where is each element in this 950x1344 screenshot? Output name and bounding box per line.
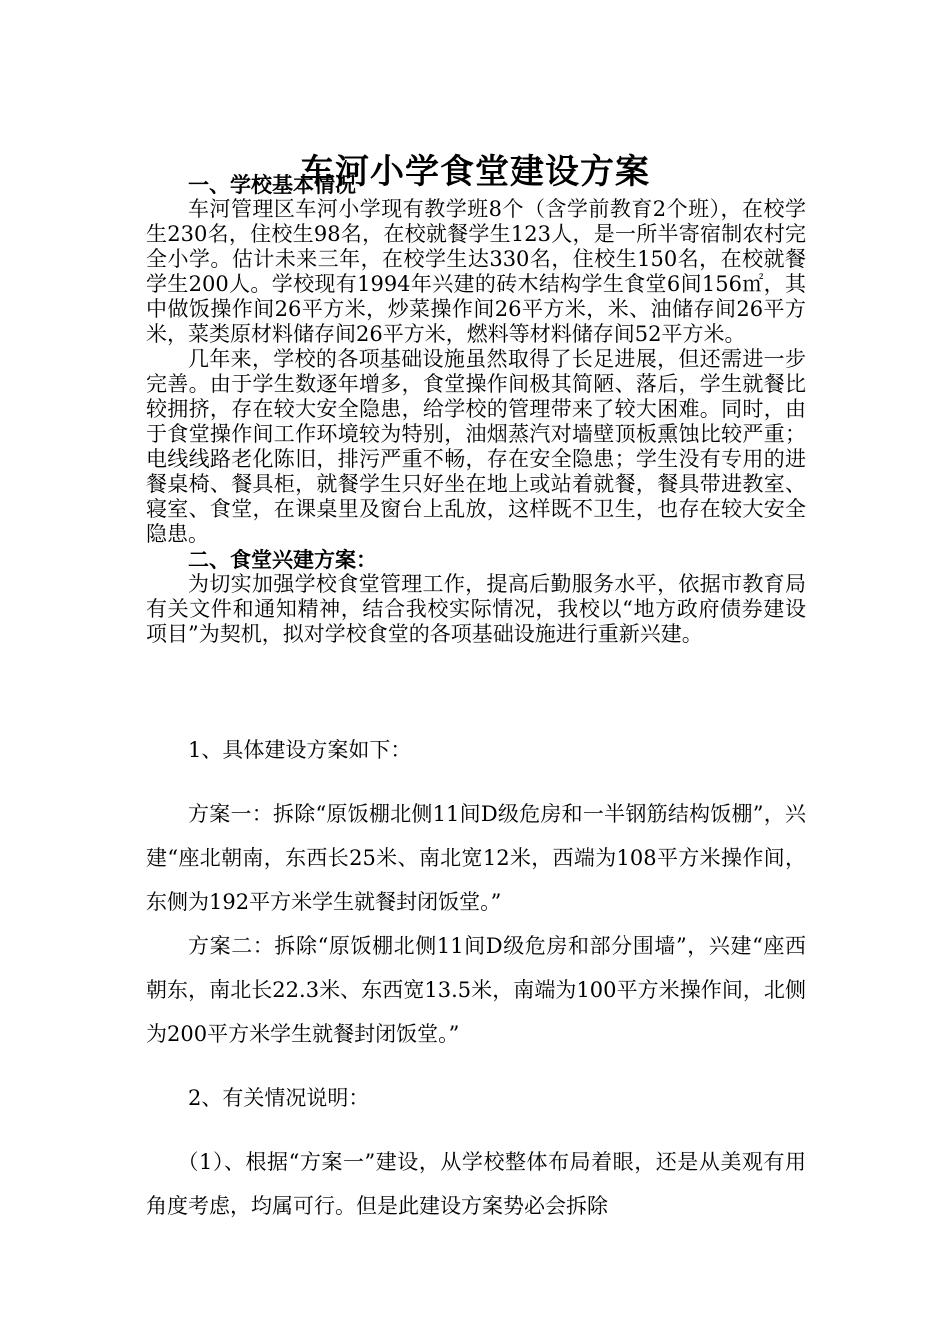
subheading-plan-details: 1、具体建设方案如下： [188, 738, 412, 762]
section-heading-construction-plan: 二、食堂兴建方案： [188, 547, 377, 572]
paragraph-school-overview: 车河管理区车河小学现有教学班8个（含学前教育2个班），在校学生230名，住校生98名，在校就餐学生123人，是一所半寄宿制农村完全小学。估计未来三年，在校学生达330名，住校生150名，在校就餐学生200人。学校现有1994年兴建的砖木结构学生食堂6间156㎡，其中做饭操作间26平方米，炒菜操作间26平方米，米、油储存间26平方米，菜类原材料储存间26平方米，燃料等材料储存间52平方米。 [146, 197, 806, 346]
document-body-upper [146, 172, 806, 647]
paragraph-note-one: （1）、根据“方案一”建设，从学校整体布局着眼，还是从美观有用角度考虑，均属可行。但是此建设方案势必会拆除 [146, 1150, 806, 1218]
section-heading-basic-info: 一、学校基本情况 [188, 172, 356, 197]
paragraph-current-problems: 几年来，学校的各项基础设施虽然取得了长足进展，但还需进一步完善。由于学生数逐年增多，食堂操作间极其简陋、落后，学生就餐比较拥挤，存在较大安全隐患，给学校的管理带来了较大困难。同时，由于食堂操作间工作环境较为特别，油烟蒸汽对墙壁顶板熏蚀比较严重；电线线路老化陈旧，排污严重不畅，存在安全隐患；学生没有专用的进餐桌椅、餐具柜，就餐学生只好坐在地上或站着就餐，餐具带进教室、寝室、食堂，在课桌里及窗台上乱放，这样既不卫生，也存在较大安全隐患。 [146, 347, 806, 546]
paragraph-plan-intro: 为切实加强学校食堂管理工作，提高后勤服务水平，依据市教育局有关文件和通知精神，结合我校实际情况，我校以“地方政府债券建设项目”为契机，拟对学校食堂的各项基础设施进行重新兴建。 [146, 572, 806, 646]
document-body-lower [146, 728, 806, 1228]
paragraph-plan-one: 方案一：拆除“原饭棚北侧11间D级危房和一半钢筋结构饭棚”，兴建“座北朝南，东西长25米、南北宽12米，西端为108平方米操作间，东侧为192平方米学生就餐封闭饭堂。” [146, 802, 806, 914]
subheading-notes: 2、有关情况说明： [188, 1086, 370, 1110]
paragraph-plan-two: 方案二：拆除“原饭棚北侧11间D级危房和部分围墙”，兴建“座西朝东，南北长22.3米、东西宽13.5米，南端为100平方米操作间，北侧为200平方米学生就餐封闭饭堂。” [146, 934, 806, 1046]
document-title: 车河小学食堂建设方案 [300, 151, 650, 192]
